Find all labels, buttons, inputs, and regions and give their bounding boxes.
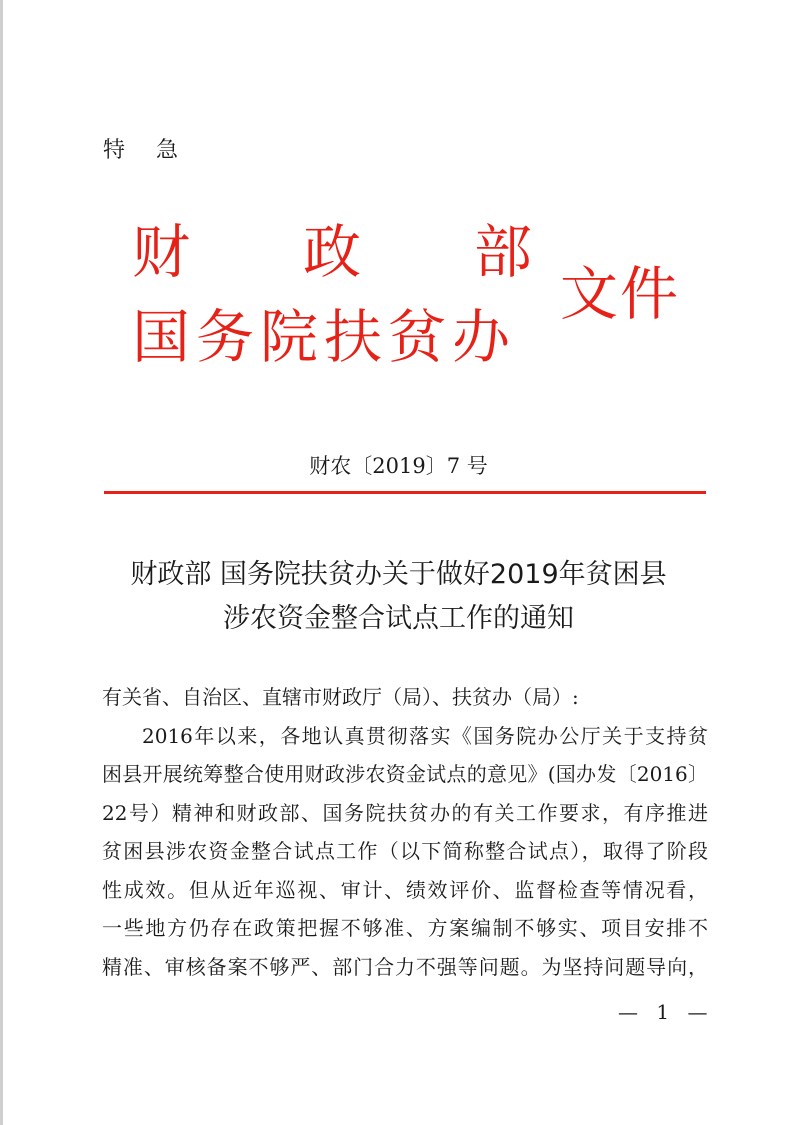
red-divider [104, 491, 706, 494]
page-number: — 1 — [618, 1000, 714, 1024]
document-title [0, 553, 797, 641]
body-line: 性成效。但从近年巡视、审计、绩效评价、监督检查等情况看， [102, 877, 708, 902]
issuer-char: 部 [473, 218, 532, 286]
issuer-poverty-office: 国务院扶贫办 [132, 303, 517, 371]
body-line: 精准、审核备案不够严、部门合力不强等问题。为坚持问题导向， [102, 954, 708, 979]
urgency-label: 特 急 [103, 138, 190, 163]
document-header [132, 205, 692, 371]
document-number: 财农〔2019〕7 号 [309, 454, 488, 478]
document-suffix: 文件 [560, 260, 681, 328]
issuer-char: 政 [302, 218, 361, 286]
document-body [102, 678, 708, 986]
body-line: 一些地方仍存在政策把握不够准、方案编制不够实、项目安排不 [102, 916, 708, 940]
issuer-ministry-of-finance [132, 205, 532, 289]
issuer-char: 财 [132, 218, 191, 286]
salutation: 有关省、自治区、直辖市财政厅（局）、扶贫办（局）: [102, 685, 579, 709]
body-line: 困县开展统筹整合使用财政涉农资金试点的意见》(国办发〔2016〕 [102, 762, 708, 786]
title-line: 涉农资金整合试点工作的通知 [223, 603, 574, 634]
title-line: 财政部 国务院扶贫办关于做好2019年贫困县 [130, 559, 667, 590]
body-line: 2016年以来，各地认真贯彻落实《国务院办公厅关于支持贫 [142, 723, 708, 748]
body-line: 贫困县涉农资金整合试点工作（以下简称整合试点），取得了阶段 [102, 839, 708, 863]
body-line: 22号）精神和财政部、国务院扶贫办的有关工作要求，有序推进 [102, 800, 708, 825]
